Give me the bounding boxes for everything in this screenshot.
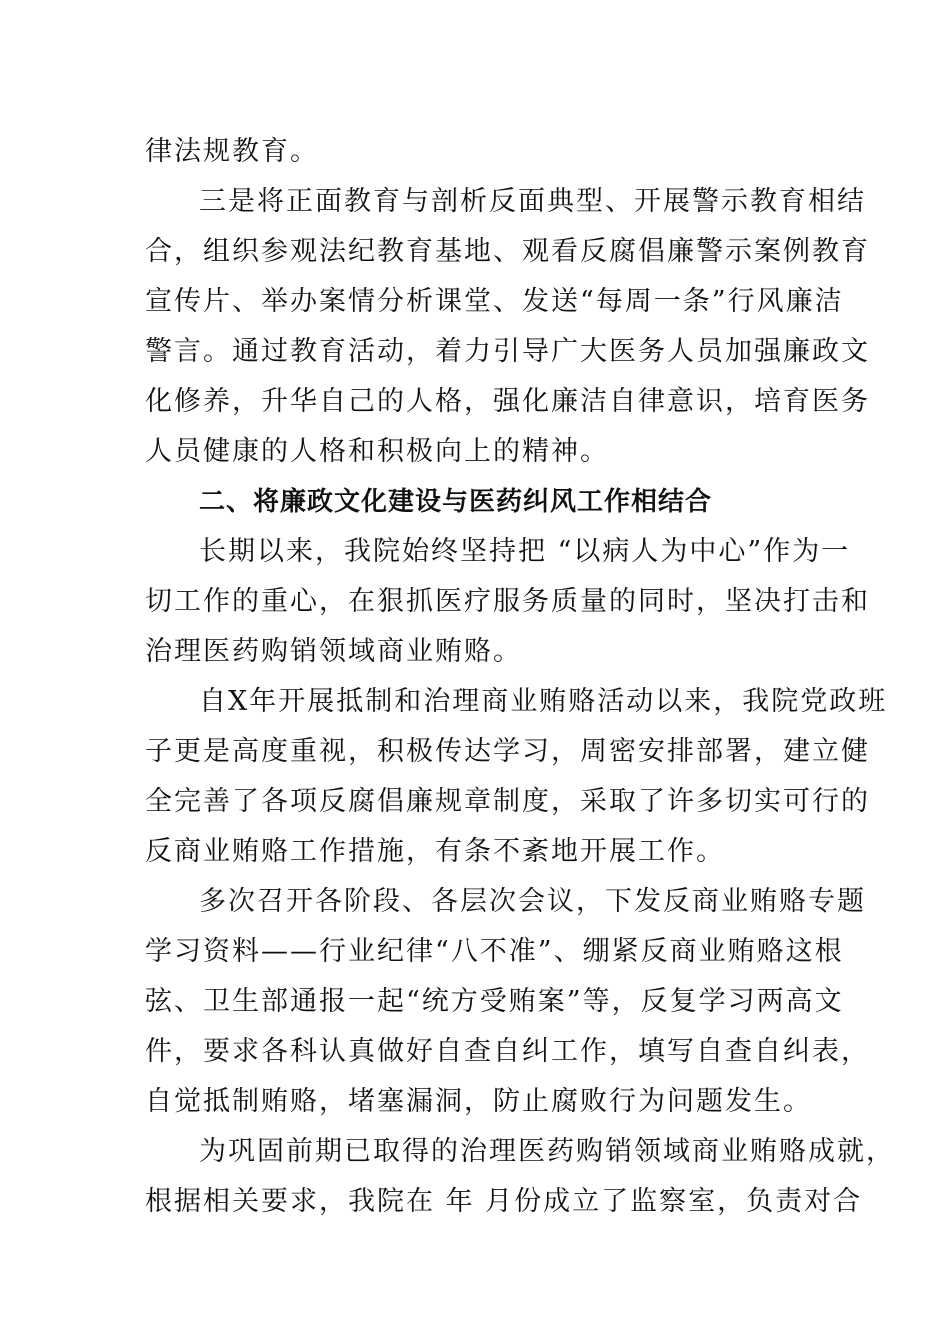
paragraph-line: 子更是高度重视，积极传达学习，周密安排部署，建立健 — [145, 736, 870, 767]
section-heading: 二、将廉政文化建设与医药纠风工作相结合 — [199, 487, 713, 517]
paragraph-line: 多次召开各阶段、各层次会议，下发反商业贿赂专题 — [199, 886, 866, 917]
paragraph-line: 警言。通过教育活动，着力引导广大医务人员加强廉政文 — [145, 336, 870, 367]
paragraph-line: 弦、卫生部通报一起“统方受贿案”等，反复学习两高文 — [145, 986, 844, 1017]
paragraph-line: 化修养，升华自己的人格，强化廉洁自律意识，培育医务 — [145, 386, 870, 417]
paragraph-line: 宣传片、举办案情分析课堂、发送“每周一条”行风廉洁 — [145, 286, 844, 317]
paragraph-line: 自觉抵制贿赂，堵塞漏洞，防止腐败行为问题发生。 — [145, 1086, 812, 1117]
paragraph-line: 合，组织参观法纪教育基地、观看反腐倡廉警示案例教育 — [145, 236, 870, 267]
paragraph-line: 长期以来，我院始终坚持把 “以病人为中心”作为一 — [199, 536, 851, 567]
paragraph-line: 学习资料——行业纪律“八不准”、绷紧反商业贿赂这根 — [145, 936, 844, 967]
paragraph-line: 件，要求各科认真做好自查自纠工作，填写自查自纠表， — [145, 1036, 870, 1067]
paragraph-line: 全完善了各项反腐倡廉规章制度，采取了许多切实可行的 — [145, 786, 870, 817]
paragraph-line: 治理医药购销领域商业贿赂。 — [145, 636, 522, 667]
paragraph-line: 切工作的重心，在狠抓医疗服务质量的同时，坚决打击和 — [145, 586, 870, 617]
paragraph-line: 三是将正面教育与剖析反面典型、开展警示教育相结 — [199, 186, 866, 217]
paragraph-line: 人员健康的人格和积极向上的精神。 — [145, 436, 609, 467]
paragraph-line: 反商业贿赂工作措施，有条不紊地开展工作。 — [145, 836, 725, 867]
paragraph-line: 律法规教育。 — [145, 136, 319, 167]
paragraph-line: 根据相关要求，我院在 年 月份成立了监察室，负责对合 — [145, 1186, 863, 1217]
paragraph-line: 为巩固前期已取得的治理医药购销领域商业贿赂成就， — [199, 1136, 895, 1167]
paragraph-line: 自X年开展抵制和治理商业贿赂活动以来，我院党政班 — [199, 686, 888, 717]
